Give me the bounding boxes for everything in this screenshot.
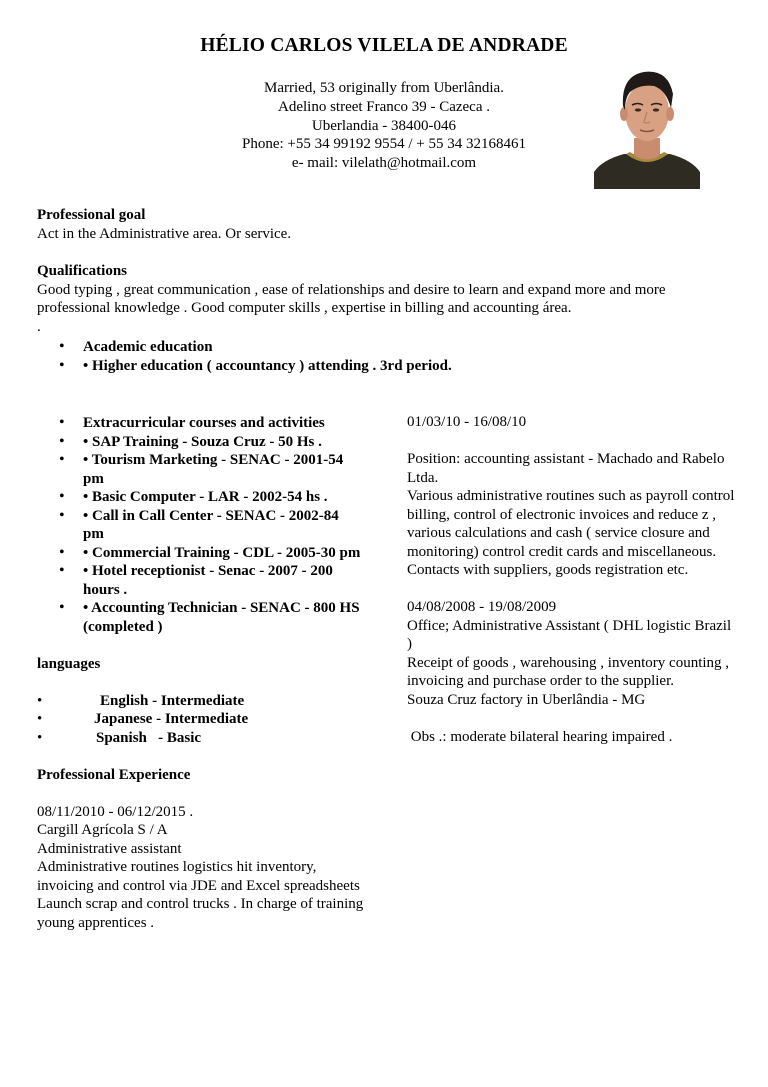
course-item: • • Hotel receptionist - Senac - 2007 - 200 hours . xyxy=(37,562,362,599)
qualifications-title: Qualifications xyxy=(37,263,128,279)
candidate-name: HÉLIO CARLOS VILELA DE ANDRADE xyxy=(200,35,568,56)
city-line: Uberlandia - 38400-046 xyxy=(311,117,457,134)
language-bullet: • xyxy=(37,692,43,709)
job1-dates: 08/11/2010 - 06/12/2015 . xyxy=(37,803,194,820)
email-line: e- mail: vilelath@hotmail.com xyxy=(291,155,477,172)
job3-description: Receipt of goods , warehousing , inventory counting , invoicing and purchase order to the supplier. xyxy=(407,654,730,689)
job1-role: Administrative assistant xyxy=(37,840,182,857)
academic-section xyxy=(37,338,727,375)
left-column xyxy=(37,414,367,932)
job1-company: Cargill Agrícola S / A xyxy=(37,822,168,838)
experience-title: Professional Experience xyxy=(37,766,191,783)
qualifications-text: Good typing , great communication , ease of relationships and desire to learn and expand more and more professional knowledge . Good computer skills , expertise in billing and accounting área. xyxy=(37,281,666,316)
job3-dates: 04/08/2008 - 19/08/2009 xyxy=(407,599,557,615)
qualifications-section xyxy=(37,262,727,336)
address-line: Adelino street Franco 39 - Cazeca . xyxy=(278,98,490,115)
professional-goal-section xyxy=(37,206,727,243)
language-item xyxy=(37,710,367,729)
course-item: • • Commercial Training - CDL - 2005-30 pm xyxy=(37,544,362,563)
right-column xyxy=(407,413,737,746)
academic-item: • • Higher education ( accountancy ) attending . 3rd period. xyxy=(37,357,727,376)
contact-block xyxy=(180,79,588,173)
language-item xyxy=(37,692,367,711)
job2-position: Position: accounting assistant - Machado and Rabelo Ltda. xyxy=(407,451,725,486)
language-bullet: • xyxy=(37,711,43,727)
job1-description: Administrative routines logistics hit inventory, invoicing and control via JDE and Excel spreadsheets Launch scrap and control trucks . In charge of training young apprentices . xyxy=(37,859,364,931)
profile-photo xyxy=(594,54,700,189)
obs-note: Obs .: moderate bilateral hearing impaired . xyxy=(407,728,673,745)
course-item: • • Tourism Marketing - SENAC - 2001-54 pm xyxy=(37,451,362,488)
course-item: • • Call in Call Center - SENAC - 2002-84 pm xyxy=(37,507,362,544)
languages-title: languages xyxy=(37,655,101,672)
job2-dates: 01/03/10 - 16/08/10 xyxy=(407,414,527,430)
language-label: English - Intermediate xyxy=(100,692,245,709)
language-bullet: • xyxy=(37,729,43,746)
job3-office: Office; Administrative Assistant ( DHL logistic Brazil ) xyxy=(407,617,732,652)
professional-goal-text: Act in the Administrative area. Or service. xyxy=(37,225,292,242)
job3-location: Souza Cruz factory in Uberlândia - MG xyxy=(407,691,646,708)
phone-line: Phone: +55 34 99192 9554 / + 55 34 32168461 xyxy=(241,136,526,153)
courses-heading: • Extracurricular courses and activities xyxy=(37,414,362,433)
portrait-illustration xyxy=(594,54,700,189)
language-label: Spanish - Basic xyxy=(96,729,202,746)
academic-heading: • Academic education xyxy=(37,338,727,357)
course-item: • • Basic Computer - LAR - 2002-54 hs . xyxy=(37,488,362,507)
course-item: • • SAP Training - Souza Cruz - 50 Hs . xyxy=(37,433,362,452)
course-item: • • Accounting Technician - SENAC - 800 HS (completed ) xyxy=(37,599,362,636)
marital-status-line: Married, 53 originally from Uberlândia. xyxy=(264,80,504,96)
language-item xyxy=(37,729,367,748)
qualifications-dot: . xyxy=(37,318,41,335)
job2-description: Various administrative routines such as payroll control billing, control of electronic invoices and reduce z , various calculations and cash ( service closure and monitoring) control credit cards and miscellaneous. Contacts with suppliers, goods registration etc. xyxy=(407,488,735,578)
professional-goal-title: Professional goal xyxy=(37,207,146,223)
language-label: Japanese - Intermediate xyxy=(94,711,249,727)
